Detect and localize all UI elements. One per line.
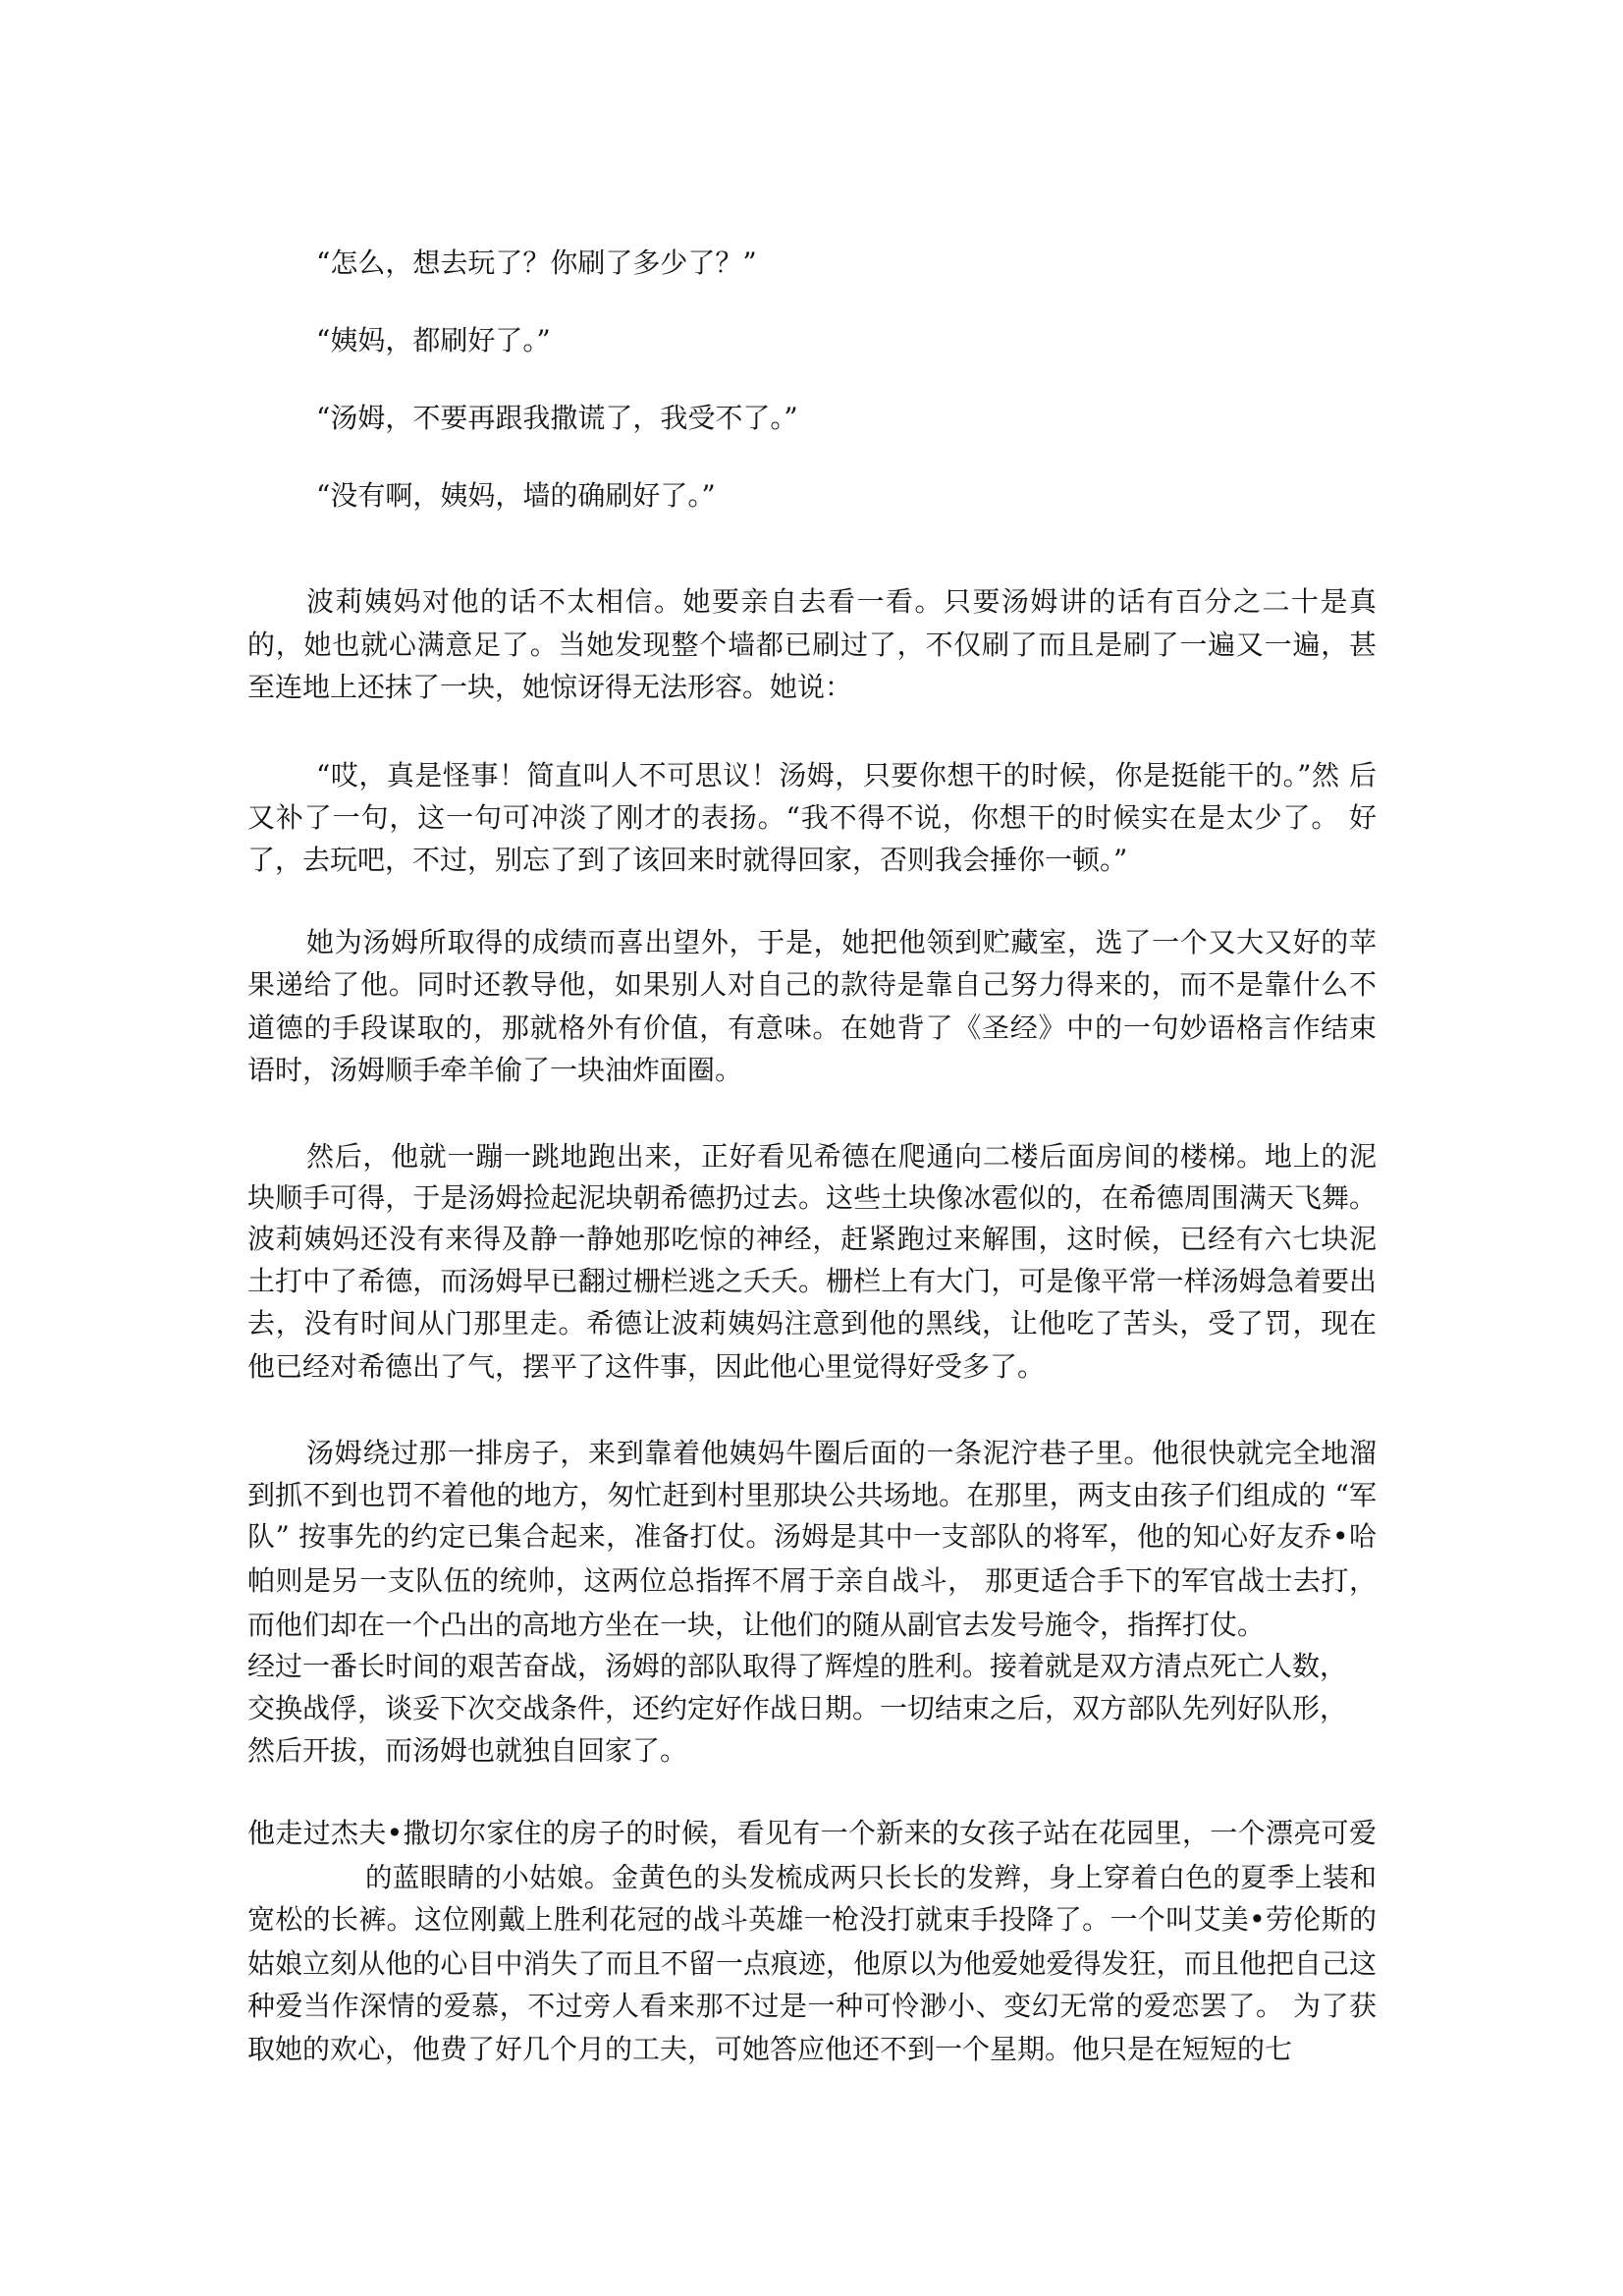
- paragraph-line: 姑娘立刻从他的心目中消失了而且不留一点痕迹，他原以为他爱她爱得发狂，而且他把自己这: [247, 1947, 1377, 1980]
- paragraph-line: 然后，他就一蹦一跳地跑出来，正好看见希德在爬通向二楼后面房间的楼梯。地上的泥: [306, 1140, 1377, 1173]
- paragraph-line: 而他们却在一个凸出的高地方坐在一块，让他们的随从副官去发号施令，指挥打仗。: [247, 1609, 1266, 1641]
- paragraph-line: 他已经对希德出了气，摆平了这件事，因此他心里觉得好受多了。: [247, 1350, 1046, 1383]
- dialogue-line: “汤姆，不要再跟我撒谎了，我受不了。”: [316, 402, 798, 434]
- paragraph-line: 又补了一句，这一句可冲淡了刚才的表扬。“我不得不说，你想干的时候实在是太少了。 好: [247, 801, 1377, 834]
- paragraph-line: 道德的手段谋取的，那就格外有价值，有意味。在她背了《圣经》中的一句妙语格言作结束: [247, 1011, 1377, 1044]
- paragraph-line: 到抓不到也罚不着他的地方，匆忙赶到村里那块公共场地。在那里，两支由孩子们组成的 “军: [247, 1479, 1377, 1511]
- dialogue-line: “没有啊，姨妈，墙的确刷好了。”: [316, 479, 716, 512]
- paragraph-line: 种爱当作深情的爱慕，不过旁人看来那不过是一种可怜渺小、变幻无常的爱恋罢了。 为了获: [247, 1990, 1377, 2022]
- paragraph-line: 宽松的长裤。这位刚戴上胜利花冠的战斗英雄一枪没打就束手投降了。一个叫艾美•劳伦斯的: [247, 1903, 1377, 1936]
- paragraph-line: 的蓝眼睛的小姑娘。金黄色的头发梳成两只长长的发辫，身上穿着白色的夏季上装和: [365, 1862, 1377, 1893]
- paragraph-line: 波莉姨妈还没有来得及静一静她那吃惊的神经，赶紧跑过来解围，这时候，已经有六七块泥: [247, 1223, 1377, 1255]
- dialogue-line: “姨妈，都刷好了。”: [316, 324, 551, 356]
- paragraph-line: 然后开拔，而汤姆也就独自回家了。: [247, 1734, 688, 1767]
- paragraph-line: 波莉姨妈对他的话不太相信。她要亲自去看一看。只要汤姆讲的话有百分之二十是真: [306, 585, 1377, 618]
- paragraph-line: 经过一番长时间的艰苦奋战，汤姆的部队取得了辉煌的胜利。接着就是双方清点死亡人数，: [247, 1650, 1348, 1682]
- paragraph-line: 的，她也就心满意足了。当她发现整个墙都已刷过了，不仅刷了而且是刷了一遍又一遍，甚: [247, 629, 1377, 661]
- paragraph-line: 土打中了希德，而汤姆早已翻过栅栏逃之夭夭。栅栏上有大门，可是像平常一样汤姆急着要出: [247, 1265, 1377, 1297]
- paragraph-line: 他走过杰夫•撒切尔家住的房子的时候，看见有一个新来的女孩子站在花园里，一个漂亮可爱: [247, 1817, 1377, 1849]
- paragraph-line: 了，去玩吧，不过，别忘了到了该回来时就得回家，否则我会捶你一顿。”: [247, 844, 1128, 876]
- paragraph-line: 果递给了他。同时还教导他，如果别人对自己的款待是靠自己努力得来的，而不是靠什么不: [247, 968, 1377, 1001]
- paragraph-line: 汤姆绕过那一排房子，来到靠着他姨妈牛圈后面的一条泥泞巷子里。他很快就完全地溜: [306, 1437, 1377, 1469]
- paragraph-line: 她为汤姆所取得的成绩而喜出望外，于是，她把他领到贮藏室，选了一个又大又好的苹: [306, 926, 1377, 958]
- paragraph-line: 帕则是另一支队伍的统帅，这两位总指挥不屑于亲自战斗， 那更适合手下的军官战士去打，: [247, 1564, 1377, 1597]
- paragraph-line: 交换战俘，谈妥下次交战条件，还约定好作战日期。一切结束之后，双方部队先列好队形，: [247, 1692, 1348, 1724]
- paragraph-line: 队” 按事先的约定已集合起来，准备打仗。汤姆是其中一支部队的将军，他的知心好友乔•哈: [247, 1520, 1377, 1553]
- paragraph-line: 语时，汤姆顺手牵羊偷了一块油炸面圈。: [247, 1054, 743, 1086]
- paragraph-line: 块顺手可得，于是汤姆捡起泥块朝希德扔过去。这些土块像冰雹似的，在希德周围满天飞舞。: [247, 1181, 1377, 1214]
- dialogue-line: “怎么，想去玩了？你刷了多少了？”: [316, 246, 757, 279]
- paragraph-line: “哎，真是怪事！简直叫人不可思议！汤姆，只要你想干的时候，你是挺能干的。”然 后: [316, 759, 1377, 792]
- paragraph-line: 至连地上还抹了一块，她惊讶得无法形容。她说：: [247, 671, 853, 703]
- paragraph-line: 取她的欢心，他费了好几个月的工夫，可她答应他还不到一个星期。他只是在短短的七: [247, 2033, 1293, 2065]
- paragraph-line: 去，没有时间从门那里走。希德让波莉姨妈注意到他的黑线，让他吃了苦头，受了罚，现在: [247, 1307, 1377, 1339]
